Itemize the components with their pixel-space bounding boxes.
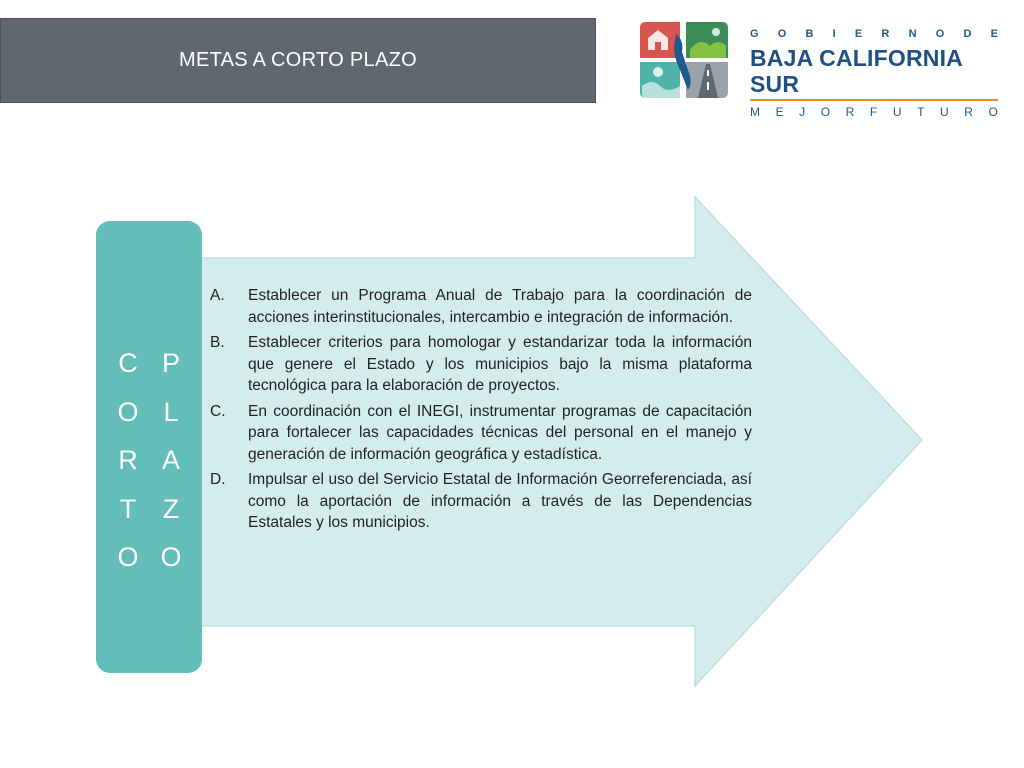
item-text: Establecer un Programa Anual de Trabajo para la coordinación de acciones interinstitucionales, intercambio e integración de información. bbox=[248, 287, 752, 326]
corto-letter: T bbox=[119, 493, 137, 524]
item-text: Establecer criterios para homologar y estandarizar toda la información que genere el Estado y los municipios bajo la misma plataforma tecnológica para la elaboración de proyectos. bbox=[248, 334, 752, 394]
item-letter: B. bbox=[210, 334, 225, 351]
logo-letter: E bbox=[775, 105, 784, 119]
logo-letter: O bbox=[820, 105, 831, 119]
logo-letter: E bbox=[990, 28, 998, 40]
item-letter: D. bbox=[210, 471, 226, 488]
corto-letter: C bbox=[118, 348, 138, 378]
logo-letter: J bbox=[799, 105, 806, 119]
logo-letter: I bbox=[832, 28, 836, 40]
corto-letter: O bbox=[117, 396, 139, 427]
logo-letter: G bbox=[750, 28, 759, 40]
goal-list bbox=[210, 285, 752, 538]
logo-letter: B bbox=[805, 28, 814, 40]
list-item bbox=[210, 469, 752, 534]
logo-letter: U bbox=[940, 105, 949, 119]
logo-letter: R bbox=[881, 28, 890, 40]
item-text: Impulsar el uso del Servicio Estatal de Información Georreferenciada, así como la aportación de información a través de las Dependencias Estatales y los municipios. bbox=[248, 471, 752, 531]
logo-letter: O bbox=[935, 28, 945, 40]
corto-letter: R bbox=[118, 445, 138, 475]
plazo-letters bbox=[151, 339, 191, 582]
page-title: METAS A CORTO PLAZO bbox=[179, 49, 417, 71]
list-item bbox=[210, 401, 752, 466]
plazo-letter: L bbox=[163, 396, 179, 427]
logo-letter: F bbox=[869, 105, 878, 119]
plazo-letter: Z bbox=[162, 493, 180, 524]
list-item bbox=[210, 332, 752, 397]
item-letter: A. bbox=[210, 287, 225, 304]
corto-letter: O bbox=[117, 542, 139, 572]
logo-letter: N bbox=[908, 28, 917, 40]
corto-plazo-bar bbox=[96, 221, 202, 673]
logo-state-name: BAJA CALIFORNIA SUR bbox=[750, 45, 963, 97]
item-letter: C. bbox=[210, 402, 226, 420]
logo-letter: D bbox=[963, 28, 972, 40]
logo-letter: R bbox=[964, 105, 973, 119]
corto-letters bbox=[108, 339, 148, 582]
list-item bbox=[210, 285, 752, 328]
logo-letter: O bbox=[988, 105, 998, 119]
plazo-letter: A bbox=[161, 445, 180, 475]
logo-letter: T bbox=[917, 105, 925, 119]
logo-letter: U bbox=[892, 105, 902, 119]
logo-letter: O bbox=[777, 28, 787, 40]
logo-letter: M bbox=[750, 105, 760, 119]
item-text: En coordinación con el INEGI, instrumentar programas de capacitación para fortalecer las capacidades técnicas del personal en el manejo y generación de información geográfica y estadística. bbox=[248, 402, 752, 463]
plazo-letter: P bbox=[161, 348, 180, 378]
logo-letter: R bbox=[845, 105, 855, 119]
plazo-letter: O bbox=[160, 542, 182, 572]
logo-letter: E bbox=[854, 28, 863, 40]
